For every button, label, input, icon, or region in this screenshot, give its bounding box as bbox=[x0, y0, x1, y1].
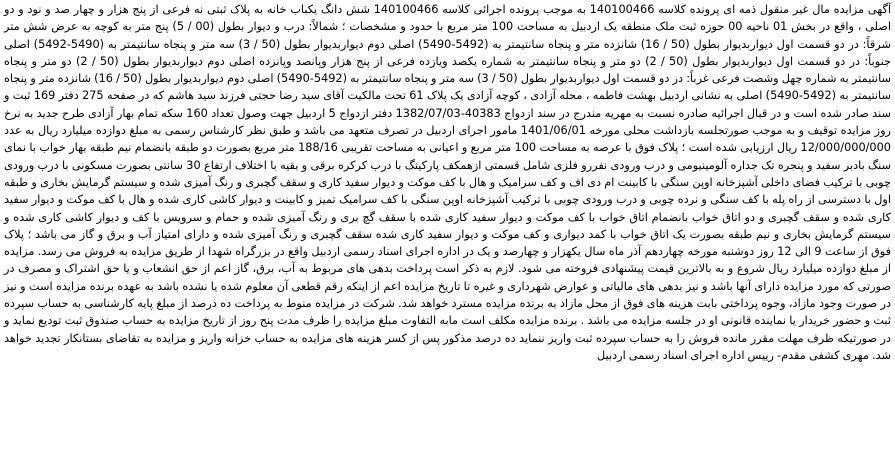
notice-body-text: آگهی مزایده مال غیر منقول ذمه ای پرونده کلاسه 140100466 به موجب پرونده اجرائی کلاسه 140100466 شش دانگ یکباب خانه به پلاک ثبتی نه فرعی از پنج هزار و چهار صد و نود و دو اصلی ، واقع در بخش 01 ناحیه 00 حوزه ثبت ملک منطقه یک اردبیل به مساحت 100 متر مربع با حدود و مشخصات ؛ شمالاً: درب و دیوار بطول (00 / 5) پنج متر به کوچه به عرض شش متر شرقاً: در دو قسمت اول دیواربدیوار بطول (50 / 16) شانزده متر و پنجاه سانتیمتر به (5492-5490) اصلی دوم دیواربدیوار بطول (50 / 3) سه متر و پنجاه سانتیمتر به (5490-5492) اصلی جنوباً: در دو قسمت اول دیواربدیوار بطول (50 / 2) دو متر و پنجاه سانتیمتر به شماره یکصد ویازده فرعی از پنج هزار وپانصد وپانزده اصلی دوم دیواربدیوار بطول (50 / 2) دو متر و پنجاه سانتیمتر به شماره چهل وشصت فرعی غرباً: در دو قسمت اول دیواربدیوار بطول (50 / 3) سه متر و پنجاه سانتیمتر به (5492-5490) اصلی دوم دیواربدیوار بطول (50 / 16) شانزده متر و پنجاه سانتیمتر به (5492-5490) اصلی به نشانی اردبیل بهشت فاطمه ، محله آزادی ، کوچه آزادی یک پلاک 61 تحت مالکیت آقای سید رضا حجتی فرزند سید هاشم که در صفحه 275 دفتر 169 ثبت و سند صادر شده است و در قبال اجرائیه صادره نسبت به مهریه مندرج در سند ازدواج 40383-1382/07/03 دفتر ازدواج 5 اردبیل جهت وصول تعداد 160 سکه تمام بهار آزادی طرح جدید به نرخ روز مزایده توقیف و به موجب صورتجلسه بازداشت محلی مورخه 1401/06/01 مامور اجرای اردبیل در تصرف متعهد می باشد و طبق نظر کارشناس رسمی به مبلغ دوازده میلیارد ریال به عدد 12/000/000/000 ریال ارزیابی شده است ؛ پلاک فوق با عرصه به مساحت 100 متر مربع و اعیانی به مساحت تقریبی 188/16 متر مربع بصورت دو طبقه بانضمام نیم طبقه بهار خواب با نمای سنگ بادبر سفید و پنجره تک جداره آلومینیومی و درب ورودی نفررو فلزی شامل قسمتی ازهمکف پارکینگ با درب کرکره برقی و بقیه با اختلاف ارتفاع 30 سانتی بصورت مسکونی با درب ورودی چوبی با ترکیب فضای داخلی آشپزخانه اوپن سنگی با کابینت ام دی اف و کف سرامیک و هال با کف موکت و دیوار سفید کاری و سقف گچبری و رنگ آمیزی شده و سیستم گرمایش بخاری و طبقه اول با دسترسی از راه پله با کف سنگی و نرده چوبی و درب ورودی چوبی با ترکیب آشپزخانه اوپن سنگی با کف سرامیک تمیز و کابینت و دیوار کاشی کاری شده و هال با کف موکت و دیوار سفید کاری شده و سقف گچبری و دو اتاق خواب بانضمام اتاق خواب با کف موکت و دیوار سفید کاری شده با سقف گچ بری و رنگ آمیزی شده و حمام و سرویس با کف و دیوار کاشی کاری شده و سیستم گرمایش بخاری و نیم طبقه بصورت یک اتاق خواب با کمد دیواری و کف موکت و دیوار سفید کاری شده سقف گچبری و رنگ آمیزی شده و دارای امتیاز آب و برق و گاز می باشد ؛ پلاک فوق از ساعت 9 الی 12 روز دوشنبه مورخه چهاردهم آذر ماه سال یکهزار و چهارصد و یک در اداره اجرای اسناد رسمی اردبیل واقع در بزرگراه شهدا از طریق مزایده به فروش می رسد. مزایده از مبلغ دوازده میلیارد ریال شروع و به بالاترین قیمت پیشنهادی فروخته می شود. لازم به ذکر است پرداخت بدهی های مربوط به آب، برق، گاز اعم از حق انشعاب و یا حق اشتراک و مصرف در صورتی که مورد مزایده دارای آنها باشد و نیز بدهی های مالیاتی و عوارض شهرداری و غیره تا تاریخ مزایده اعم از اینکه رقم قطعی آن معلوم شده یا نشده باشد به عهده برنده مزایده است و نیز در صورت وجود مازاد، وجوه پرداختی بابت هزینه های فوق از محل مازاد به برنده مزایده مسترد خواهد شد. شرکت در مزایده منوط به پرداخت ده درصد از مبلغ پایه کارشناسی به حساب سپرده ثبت و حضور خریدار یا نماینده قانونی او در جلسه مزایده می باشد . برنده مزایده مکلف است مابه التفاوت مبلغ مزایده را ظرف مدت پنج روز از تاریخ مزایده به حساب صندوق ثبت تودیع نماید و در صورتیکه ظرف مهلت مقرر مانده فروش را به حساب سپرده ثبت واریز ننماید ده درصد مذکور پس از کسر هزینه های مزایده به حساب خزانه واریز و مزایده به تقاضای بستانکار تجدید خواهد شد. مهری کشفی مقدم- رییس اداره اجرای اسناد رسمی اردبیل bbox=[4, 3, 892, 362]
